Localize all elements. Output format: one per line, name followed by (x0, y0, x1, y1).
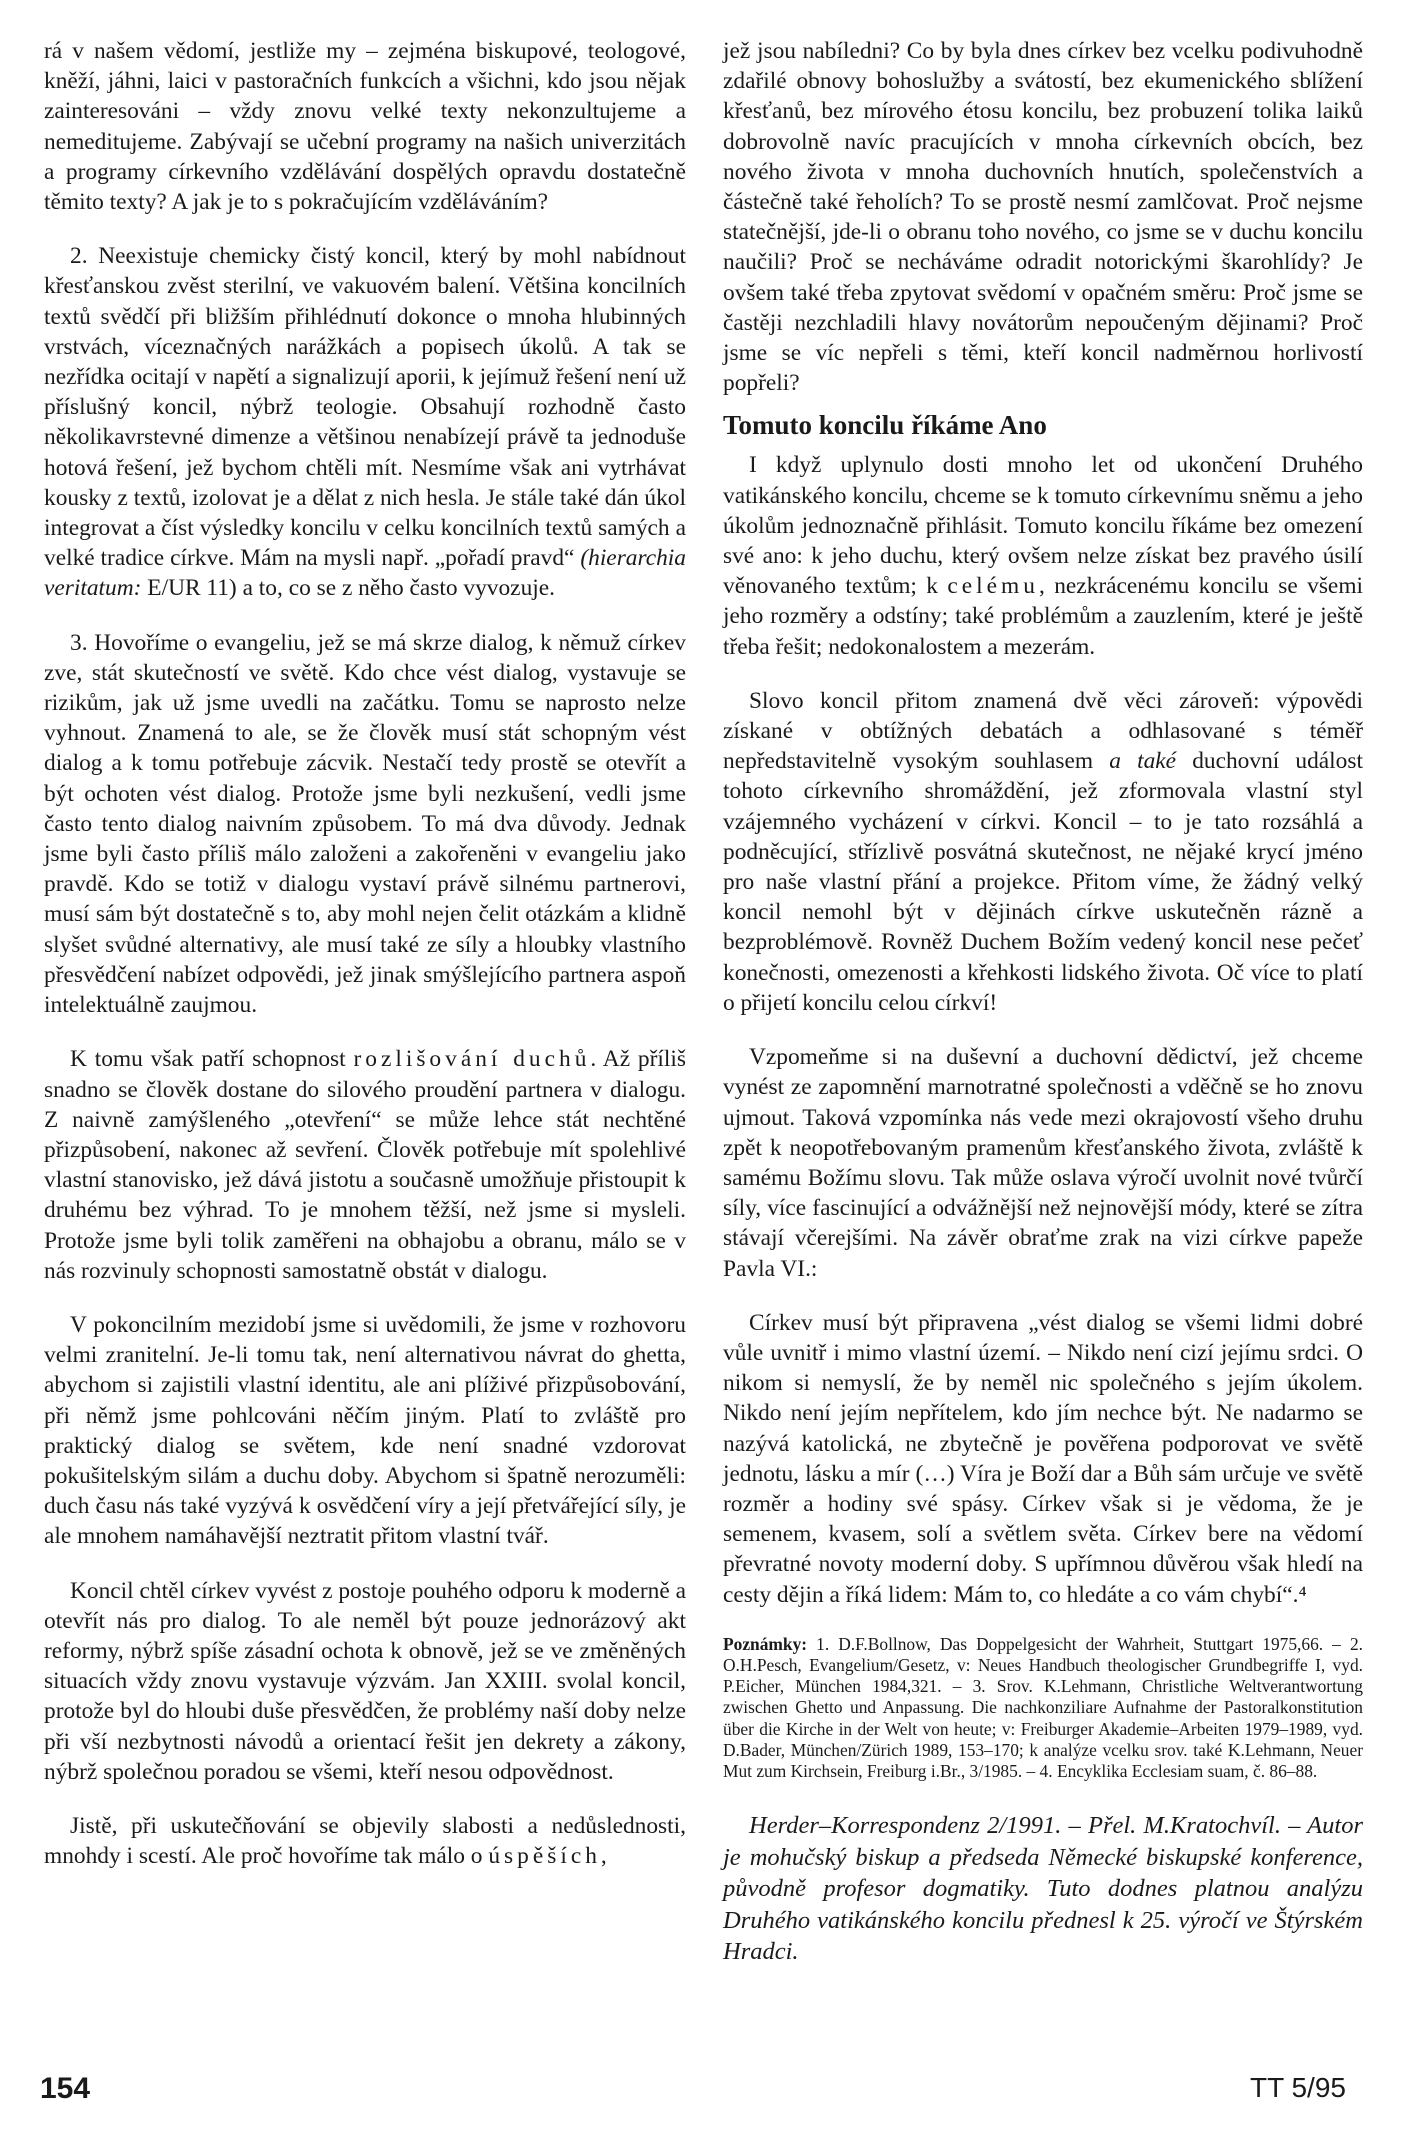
paragraph (44, 1811, 686, 1871)
source-credit: Herder–Korrespondenz 2/1991. – Přel. M.Kratochvíl. – Autor je mohučský biskup a předseda Německé biskupské konference, původně profesor dogmatiky. Tuto dodnes platnou analýzu Druhého vatikánského koncilu přednesl k 25. výročí ve Štýrském Hradci. (723, 1812, 1363, 1966)
paragraph-text: . Až příliš snadno se člověk dostane do silového proudění partnera v dialogu. Z naivně zamýšleného „otevření“ se může lehce stát nechtěné přizpůsobení, nakonec až sevření. Člověk potřebuje mít spolehlivé vlastní stanovisko, jež dává jistotu a současně umožňuje přistoupit k druhému bez výhrad. To je mnohem těžší, než jsme si mysleli. Protože jsme byli tolik zaměřeni na obhajobu a obranu, málo se v nás rozvinuly schopnosti samostatně obstát v dialogu. (44, 1046, 686, 1284)
paragraph: Vzpomeňme si na duševní a duchovní dědictví, jež chceme vynést ze zapomnění marnotratné společnosti a vděčně se ho znovu ujmout. Taková vzpomínka nás vede mezi okrajovostí všeho druhu zpět k neopotřebovaným pramenům křesťanského života, zvláště k samému Božímu slovu. Tak může oslava výročí uvolnit nové tvůrčí síly, více fascinující a odvážnější než nejnovější módy, které se zítra stávají včerejšími. Na závěr obraťme zrak na vizi církve papeže Pavla VI.: (723, 1044, 1363, 1282)
paragraph-text: , nezkrácenému koncilu se všemi jeho rozměry a odstíny; také problémům a zauzlením, které je ještě třeba řešit; nedokonalostem a mezerám. (723, 573, 1364, 660)
emphasis-spaced: úspěších, (488, 1843, 611, 1870)
paragraph (44, 241, 686, 603)
footnotes-label: Poznámky: (723, 1633, 808, 1654)
paragraph: rá v našem vědomí, jestliže my – zejména biskupové, teologové, kněží, jáhni, laici v pastoračních funkcích a všichni, kdo jsou nějak zainteresováni – vždy znovu velké texty nekonzultujeme a nemeditujeme. Zabývají se učební programy na našich univerzitách a programy církevního vzdělávání dospělých opravdu dostatečně těmito texty? A jak je to s pokračujícím vzděláváním? (44, 38, 686, 216)
section-heading: Tomuto koncilu říkáme Ano (723, 410, 1047, 441)
issue-label: TT 5/95 (1250, 2072, 1346, 2103)
paragraph-text: duchovní událost tohoto církevního shromáždění, jež zformovala vlastní styl vzájemného vycházení v církvi. Koncil – to je tato rozsáhlá a podněcující, střízlivě posvátná skutečnost, ne nějaké krycí jméno pro naše vlastní přání a projekce. Přitom víme, že žádný velký koncil nemohl být v dějinách církve uskutečněn rázně a bezproblémově. Rovněž Duchem Božím vedený koncil nese pečeť konečnosti, omezenosti a křehkosti lidského života. Oč více to platí o přijetí koncilu celou církví! (723, 748, 1363, 1016)
paragraph-text: Slovo koncil přitom znamená dvě věci zároveň: výpovědi získané v obtížných debatách a odhlasované s téměř nepředstavitelně vysokým souhlasem (723, 687, 1363, 775)
paragraph-text: K tomu však patří schopnost (70, 1046, 354, 1073)
emphasis-spaced: celému (947, 573, 1039, 600)
footnotes-text: 1. D.F.Bollnow, Das Doppelgesicht der Wahrheit, Stuttgart 1975,66. – 2. O.H.Pesch, Evangelium/Gesetz, v: Neues Handbuch theologischer Grundbegriffe I, vyd. P.Eicher, München 1984,321. – 3. Srov. K.Lehmann, Christliche Weltverantwortung zwischen Ghetto und Anpassung. Die nachkonziliare Aufnahme der Pastoralkonstitution über die Kirche in der Welt von heute; v: Freiburger Akademie–Arbeiten 1979–1989, vyd. D.Bader, München/Zürich 1989, 153–170; k analýze vcelku srov. také K.Lehmann, Neuer Mut zum Kirchsein, Freiburg i.Br., 3/1985. – 4. Encyklika Ecclesiam suam, č. 86–88. (723, 1633, 1363, 1781)
paragraph: V pokoncilním mezidobí jsme si uvědomili, že jsme v rozhovoru velmi zranitelní. Je-li tomu tak, není alternativou návrat do ghetta, abychom si zajistili vlastní identitu, ale ani plíživé přizpůsobování, při němž jsme pohlcováni něčím jiným. Platí to zvláště pro praktický dialog se světem, kde není snadné vzdorovat pokušitelským silám a duchu doby. Abychom si špatně nerozuměli: duch času nás také vyzývá k osvědčení víry a její přetvářející síly, je ale mnohem namáhavější neztratit přitom vlastní tvář. (44, 1311, 686, 1550)
right-column (723, 36, 1363, 1992)
paragraph (723, 686, 1363, 1018)
page-number: 154 (40, 2072, 91, 2105)
left-column (44, 36, 686, 1895)
paragraph-text: 2. Neexistuje chemicky čistý koncil, který by mohl nabídnout křesťanskou zvěst sterilní, ve vakuovém balení. Většina koncilních textů svědčí při bližším přihlédnutí dokonce o mnoha hlubinných vrstvách, víceznačných narážkách a popisech úkolů. A tak se nezřídka ocitají v napětí a signalizují aporii, k jejímuž řešení není už příslušný koncil, nýbrž teologie. Obsahují rozhodně často několikavrstevné dimenze a většinou nenabízejí právě ta jednoduše hotová řešení, jež bychom chtěli mít. Nesmíme však ani vytrhávat kousky z textů, izolovat je a dělat z nich hesla. Je stále také dán úkol integrovat a číst výsledky koncilu v celku koncilních textů samých a velké tradice církve. Mám na mysli např. „pořadí pravd“ (44, 243, 686, 572)
paragraph: jež jsou nabíledni? Co by byla dnes církev bez vcelku podivuhodně zdařilé obnovy bohoslužby a svátostí, bez ekumenického sblížení křesťanů, bez mírového étosu koncilu, bez probuzení tolika laiků dobrovolně navíc pracujících v mnoha církevních obcích, bez nového života v mnoha duchovních hnutích, společenstvích a částečně také řeholích? To se prostě nesmí zamlčovat. Proč nejsme statečnější, jde-li o obranu toho nového, co jsme se v duchu koncilu naučili? Proč se necháváme odradit notorickými škarohlídy? Je ovšem také třeba zpytovat svědomí v opačném směru: Proč jsme se častěji nezchladili hlavy novátorům nepoučeným dějinami? Proč jsme se víc nepřeli s těmi, kteří koncil nadměrnou horlivostí popřeli? (723, 38, 1363, 397)
emphasis-spaced: rozlišování duchů (353, 1046, 591, 1073)
paragraph (723, 450, 1363, 661)
italic-phrase: a také (1109, 748, 1177, 775)
paragraph-text: E/UR 11) a to, co se z něho často vyvozuje. (141, 575, 555, 602)
paragraph: Koncil chtěl církev vyvést z postoje pouhého odporu k moderně a otevřít nás pro dialog. To ale neměl být pouze jednorázový akt reformy, nýbrž spíše zásadní ochota k obnově, jež se ve změněných situacích vždy znovu vystavuje výzvám. Jan XXIII. svolal koncil, protože byl do hloubi duše přesvědčen, že problémy naší doby nelze při vší nezbytnosti návodů a orientací řešit jen dekrety a zákony, nýbrž společnou poradou se všemi, kteří nesou odpovědnost. (44, 1577, 686, 1785)
paragraph: 3. Hovoříme o evangeliu, jež se má skrze dialog, k němuž církev zve, stát skutečností ve světě. Kdo chce vést dialog, vystavuje se rizikům, jak už jsme uvedli na začátku. Tomu se naprosto nelze vyhnout. Znamená to ale, se že člověk musí stát schopným vést dialog a k tomu potřebuje zácvik. Nestačí tedy prostě se otevřít a být ochoten vést dialog. Protože jsme byli nezkušení, vedli jsme často tento dialog naivním způsobem. To má dva důvody. Jednak jsme byli často příliš málo založeni a zakořeněni v evangeliu jako pravdě. Kdo se totiž v dialogu vystaví právě silnému partnerovi, musí sám být dostatečně s to, aby mohl nejen čelit otázkám a klidně slyšet svůdné alternativy, ale musí také ze síly a hloubky vlastního přesvědčení nabízet odpovědi, jež jinak smýšlejícího partnera aspoň intelektuálně zaujmou. (44, 629, 686, 1019)
paragraph-text: I když uplynulo dosti mnoho let od ukončení Druhého vatikánského koncilu, chceme se k tomuto církevnímu sněmu a jeho úkolům jednoznačně přihlásit. Tomuto koncilu říkáme bez omezení své ano: k jeho duchu, který ovšem nelze získat bez pravého úsilí věnovaného textům; k (723, 452, 1363, 600)
paragraph-text: Jistě, při uskutečňování se objevily slabosti a nedůslednosti, mnohdy i scestí. Ale proč hovoříme tak málo o (44, 1812, 686, 1870)
italic-phrase: (hierarchia veritatum: (44, 545, 686, 602)
footnotes (723, 1634, 1363, 1782)
paragraph (44, 1044, 686, 1286)
paragraph: Církev musí být připravena „vést dialog se všemi lidmi dobré vůle uvnitř i mimo vlastní území. – Nikdo není cizí jejímu srdci. O nikom si nemyslí, že by neměl nic společného s jejím úkolem. Nikdo není jejím nepřítelem, kdo jím nechce být. Ne nadarmo se nazývá katolická, ne zbytečně je pověřena podporovat ve světě jednotu, lásku a mír (…) Víra je Boží dar a Bůh sám určuje ve světě rozměr a hodiny své spásy. Církev však si je vědoma, že je semenem, kvasem, solí a světlem světa. Církev bere na vědomí převratné novoty moderní doby. S upřímnou důvěrou však hledí na cesty dějin a říká lidem: Mám to, co hledáte a co vám chybí“.⁴ (723, 1309, 1363, 1608)
